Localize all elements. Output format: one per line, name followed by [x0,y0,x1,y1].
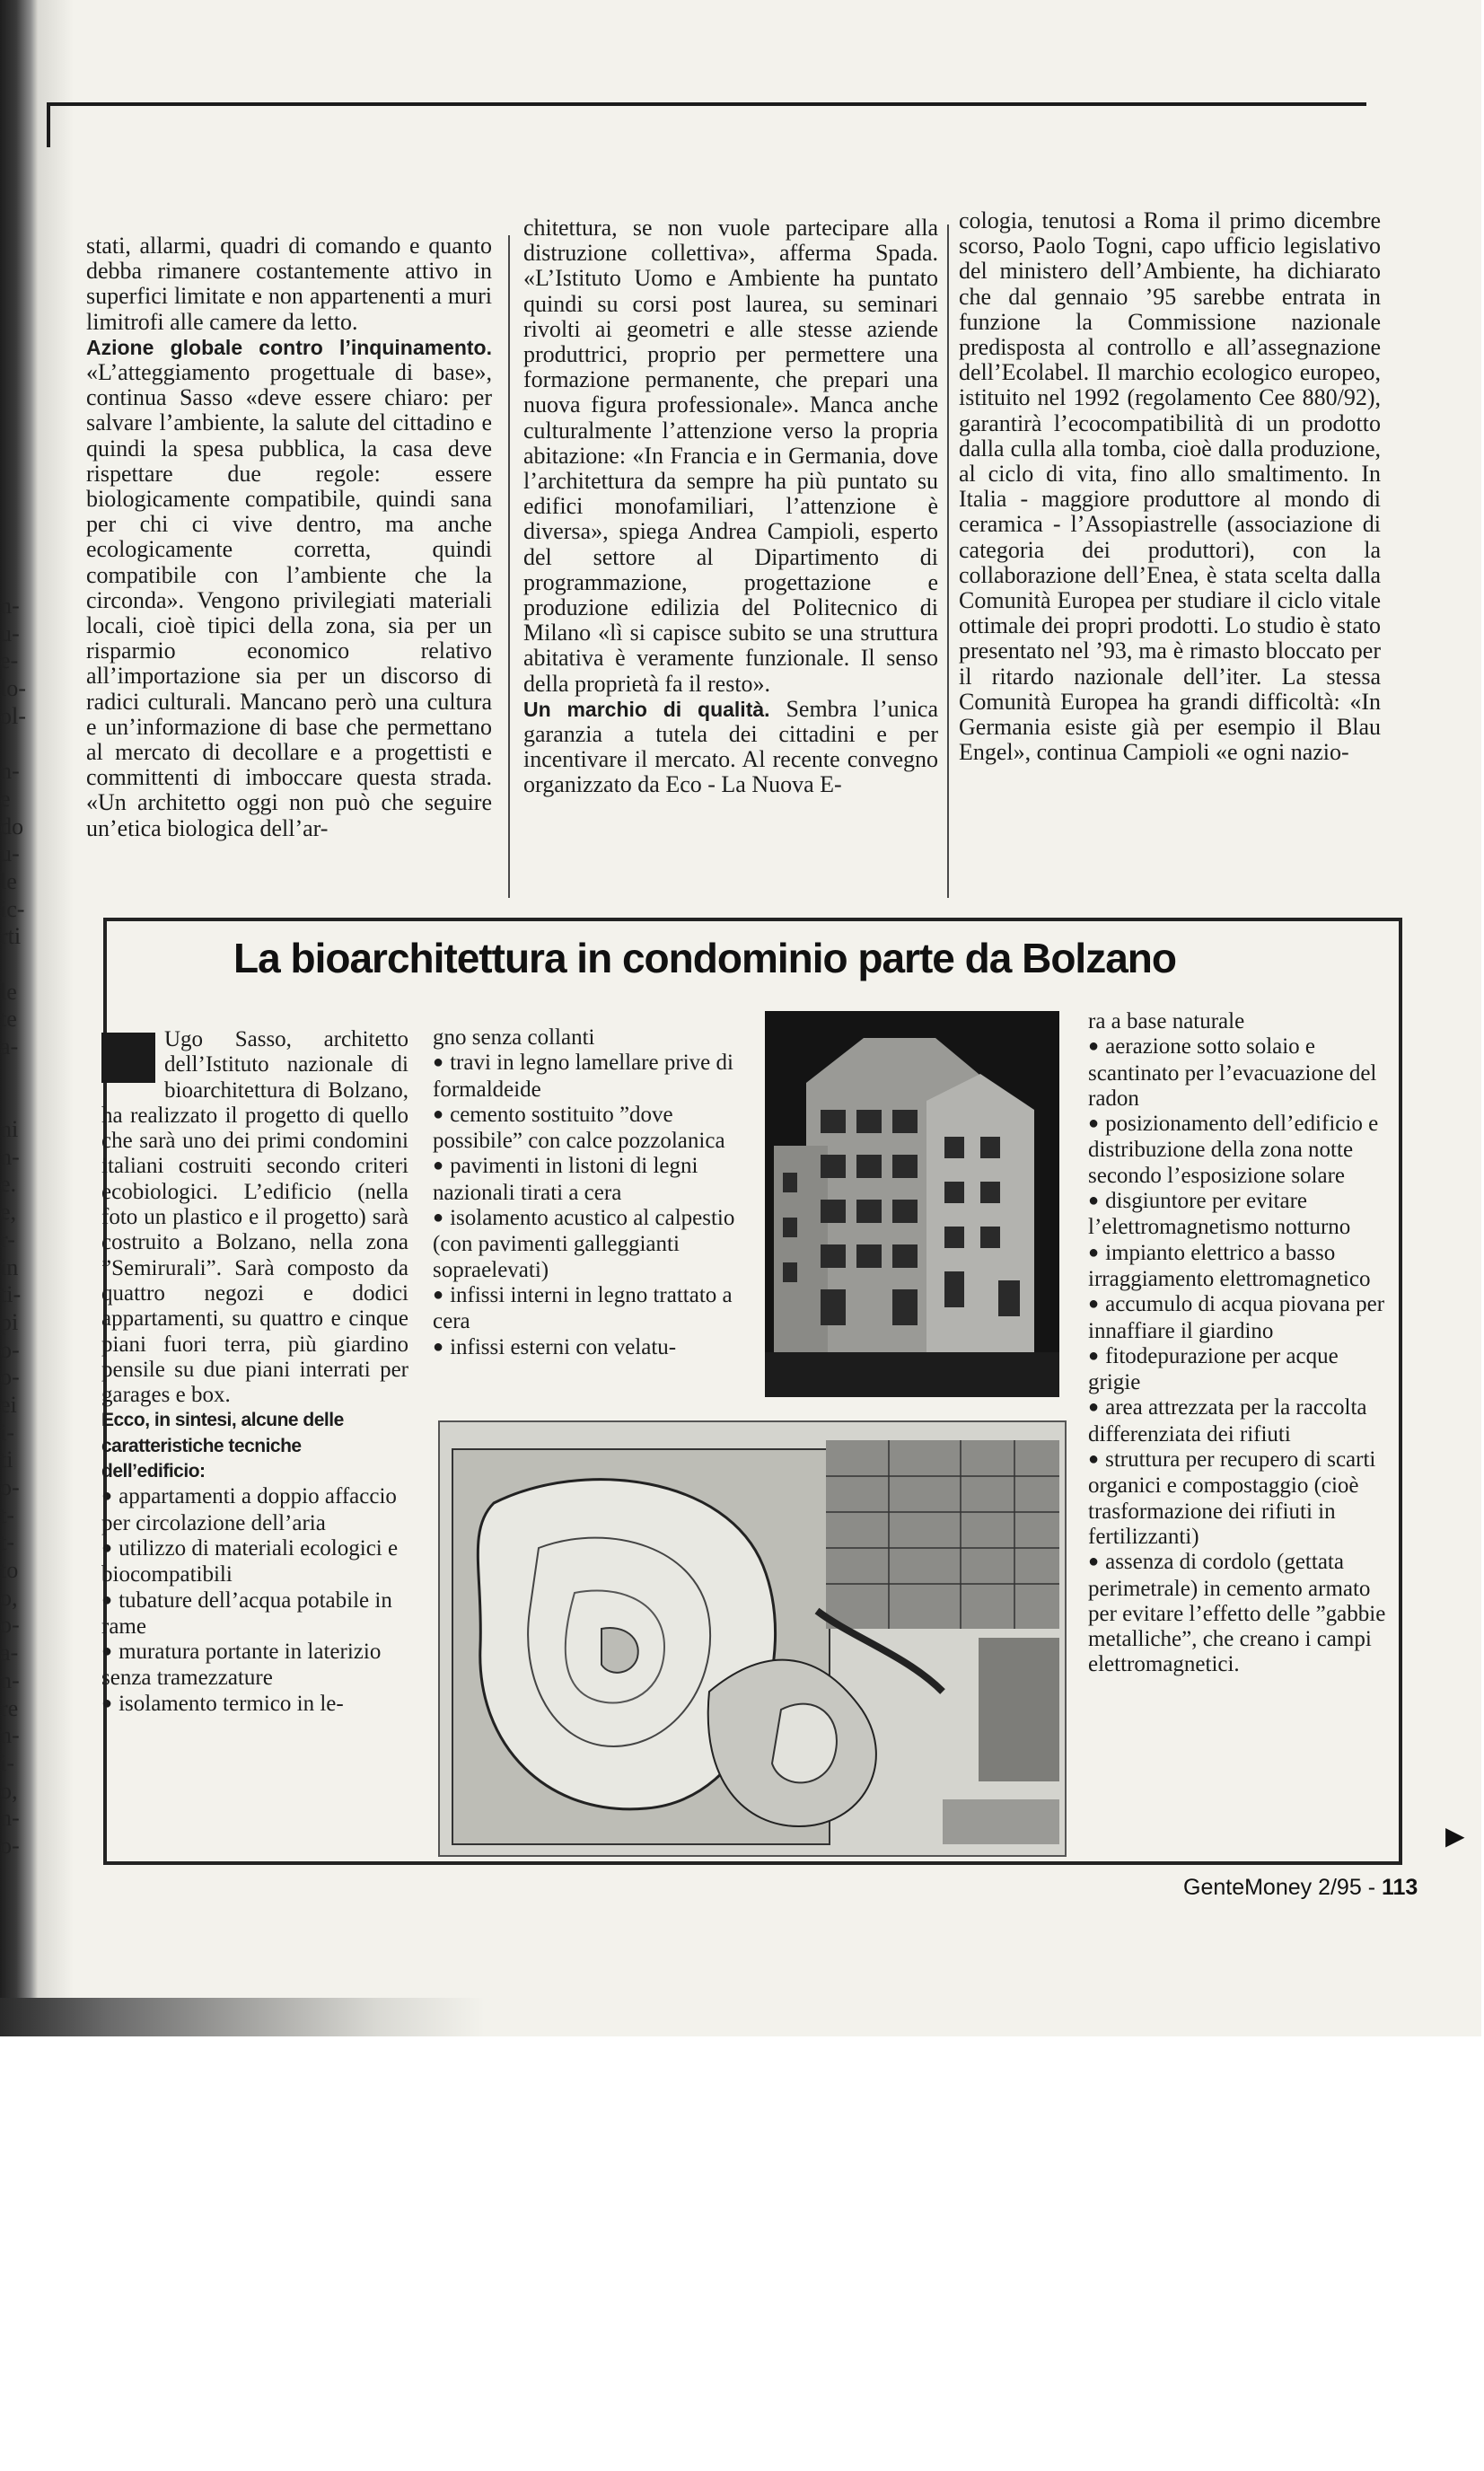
paragraph-text: «L’atteggiamento progettuale di base», continua Sasso «deve essere chiaro: per salvare l’ambiente, la salute del cittadino e quindi la spesa pubblica, la casa deve rispettare due regole: essere biologicamente compatibile, quindi sana per chi ci vive dentro, ma anche ecologicamente corretta, quindi compatibile con l’ambiente che la circonda». Vengono privilegiati materiali locali, cioè tipici della zona, sia per un risparmio economico relativo all’importazione sia per un discorso di radici culturali. Mancano però una cultura e un’informazione di base che permettano al mercato di decollare e a progettisti e committenti di imboccare questa strada. «Un architetto oggi non può che seguire un’etica biologica dell’ar- [86,359,492,841]
fragment-line: a- [0,1640,19,1666]
fragment-line: do [0,813,23,840]
sidebar-intro: Ugo Sasso, architetto dell’Istituto nazionale di bioarchitettura di Bolzano, ha realizzato il progetto di quello che sarà uno dei primi condomini italiani costruiti secondo criteri ecobiologici. L’edificio (nella foto un plastico e il progetto) sarà costruito a Bolzano, nella zona ”Semirurali”. Sarà composto da quattro negozi e dodici appartamenti, su quattro e cinque piani fuori terra, più giardino pensile su due piani interrati per garages e box. [101,1027,408,1408]
feature-item: ● infissi interni in legno trattato a cera [433,1283,738,1335]
paragraph-text: chitettura, se non vuole partecipare alla distruzione collettiva», afferma Spada. «L’Istituto Uomo e Ambiente ha puntato quindi su corsi post laurea, su seminari rivolti ai geometri e alle stesse aziende produttrici, proprio per permettere una formazione permanente, che prepari una nuova figura professionale». Manca anche culturalmente l’attenzione verso la propria abitazione: «In Francia e in Germania, dove l’architettura da sempre ha più puntato su edifici monofamiliari, l’attenzione è diversa», spiega Andrea Campioli, esperto del settore al Dipartimento di programmazione, progettazione e produzione edilizia del Politecnico di Milano «lì si capisce subito se una struttura abitativa è veramente funzionale. Il senso della proprietà fa il resto». [523,215,938,697]
column-divider [947,224,949,898]
fragment-line: n- [0,1805,20,1832]
fragment-line: ti- [0,1281,22,1308]
feature-item: ● pavimenti in listoni di legni nazionali tirati a cera [433,1154,738,1206]
paragraph-text: Sembra l’unica garanzia a tutela dei cittadini e per incentivare il mercato. Al recente convegno organizzato da Eco - La Nuova E- [523,695,938,798]
footer-separator: - [1361,1875,1382,1900]
feature-item: ● appartamenti a doppio affaccio per circolazione dell’aria [101,1484,408,1536]
fragment-line: ni [0,1116,19,1143]
fragment-line: n- [0,593,20,619]
fragment-line: e. [0,1171,17,1198]
feature-item: ● muratura portante in laterizio senza tramezzature [101,1640,408,1692]
feature-item: ● utilizzo di materiali ecologici e biocompatibili [101,1536,408,1588]
feature-item: ● posizionamento dell’edificio e distribuzione della zona notte secondo l’esposizione solare [1088,1112,1393,1189]
feature-item: ● cemento sostituito ”dove possibile” con calce pozzolanica [433,1103,738,1155]
features-list-3 [1088,1034,1393,1677]
fragment-line: t- [0,1529,14,1556]
features-list-1 [101,1484,408,1718]
sidebar-column-2 [433,1025,738,1361]
fragment-line: lo- [0,675,26,702]
feature-item: ● disgiuntore per evitare l’elettromagnetismo notturno [1088,1189,1393,1241]
feature-item: ● accumulo di acqua piovana per innaffiare il giardino [1088,1292,1393,1344]
top-rule-corner [47,102,50,147]
features-list-2 [433,1051,738,1361]
fragment-line: e [0,785,11,812]
site-plan-drawing [438,1420,1067,1857]
building-model-image [765,1011,1059,1397]
article-column-2 [523,215,938,798]
fragment-line [0,1088,45,1116]
fragment-line: te [0,1006,17,1033]
scan-smudge [0,1998,485,2036]
fragment-line: in [0,1253,19,1280]
fragment-line: o- [0,1612,20,1639]
fragment-line: o, [0,1777,18,1804]
fragment-line: n- [0,1143,20,1170]
fragment-line [0,1061,45,1089]
fragment-line: o- [0,1336,20,1363]
fragment-line: o- [0,1474,20,1500]
sidebar-features-heading: Ecco, in sintesi, alcune delle caratteristiche tecniche dell’edificio: [101,1410,344,1482]
fragment-line: e- [0,647,19,674]
fragment-line: t- [0,1501,14,1528]
continue-arrow-icon: ▶ [1445,1823,1465,1851]
building-model-photo [765,1011,1059,1397]
sidebar-title: La bioarchitettura in condominio parte da Bolzano [233,935,1176,981]
fragment-line: i- [0,1749,14,1776]
feature-item: ● assenza di cordolo (gettata perimetrale) in cemento armato per evitare l’effetto delle ”gabbie metalliche”, che creano i campi elettromagnetici. [1088,1550,1393,1677]
paragraph-text: cologia, tenutosi a Roma il primo dicembre scorso, Paolo Togni, capo ufficio legislativo del ministero dell’Ambiente, ha dichiarato che dal gennaio ’95 sarebbe entrata in funzione la Commissione nazionale predisposta al controllo e all’assegnazione dell’Ecolabel. Il marchio ecologico europeo, istituito nel 1992 (regolamento Cee 880/92), garantirà l’ecocompatibilità di un prodotto dalla culla alla tomba, cioè dalla produzione, al ciclo di vita, fino allo smaltimento. In Italia - maggiore produttore al mondo di ceramica - l’Assopiastrelle (associazione di categoria dei produttori), con la collaborazione dell’Enea, è stata scelta dalla Comunità Europea per studiare il ciclo vitale ottimale dei propri prodotti. Lo studio è stato presentato nel ’93, ma è rimasto bloccato per il ritardo nazionale dell’iter. La stessa Comunità Europea ha grandi difficoltà: «In Germania esiste già per esempio il Blau Engel», continua Campioli «e ogni nazio- [959,207,1381,766]
paragraph [86,335,492,841]
feature-item: ● area attrezzata per la raccolta differenziata dei rifiuti [1088,1395,1393,1447]
fragment-line: o- [0,1364,20,1391]
fragment-line: n- [0,1666,20,1693]
paragraph [959,208,1381,765]
feature-item: ● impianto elettrico a basso irraggiamento elettromagnetico [1088,1241,1393,1293]
article-column-3 [959,208,1381,765]
article-column-1 [86,233,492,841]
section-lead: Un marchio di qualità. [523,697,770,721]
fragment-line [0,951,45,979]
paragraph-text: stati, allarmi, quadri di comando e quanto debba rimanere costantemente attivo in superfici limitate e non appartenenti a muri limitrofi alle camere da letto. [86,233,492,335]
fragment-line: pi [0,1308,19,1335]
fragment-line [0,730,45,758]
fragment-line: o- [0,1832,20,1859]
page-number: 113 [1381,1875,1418,1900]
fragment-line: e, [0,1199,17,1226]
feature-item: ● isolamento acustico al calpestio (con pavimenti galleggianti sopraelevati) [433,1206,738,1283]
fragment-line: u- [0,840,20,867]
fragment-line: ti [0,1447,13,1473]
paragraph [523,697,938,798]
feature-item: ● fitodepurazione per acque grigie [1088,1344,1393,1396]
paragraph [86,233,492,335]
fragment-line: a- [0,1033,19,1060]
feature-item: ● aerazione sotto solaio e scantinato per l’evacuazione del radon [1088,1034,1393,1112]
drop-cap-block [101,1033,155,1083]
publication-name: GenteMoney 2/95 [1183,1875,1362,1900]
feature-item: ● struttura per recupero di scarti organici e compostaggio (cioè trasformazione dei rifiuti in fertilizzanti) [1088,1447,1393,1550]
fragment-line: rti [0,923,22,950]
feature-item: ● travi in legno lamellare prive di formaldeide [433,1051,738,1103]
feature-item: ● infissi esterni con velatu- [433,1335,738,1361]
fragment-line: u- [0,620,20,646]
feature-item: ● isolamento termico in le- [101,1692,408,1718]
fragment-line: le [0,978,17,1005]
paragraph [523,215,938,697]
fragment-line: i- [0,1419,14,1446]
sidebar-column-1 [101,1027,408,1718]
fragment-line: ol- [0,702,26,729]
list-continuation: ra a base naturale [1088,1009,1245,1033]
fragment-line: n- [0,1722,20,1749]
column-divider [508,235,510,898]
fragment-line: le [0,867,17,894]
fragment-line: o, [0,1584,18,1611]
section-lead: Azione globale contro l’inquinamento. [86,335,492,359]
list-continuation: gno senza collanti [433,1025,595,1050]
fragment-line: to [0,1557,19,1584]
fragment-line: re [0,1694,19,1721]
fragment-line: ic- [0,895,25,922]
feature-item: ● tubature dell’acqua potabile in rame [101,1588,408,1640]
top-rule [47,102,1366,106]
site-plan-image [440,1422,1065,1855]
fragment-line: r- [0,1226,15,1253]
sidebar-column-3 [1088,1009,1393,1678]
page-footer [1183,1875,1418,1901]
fragment-line: ei [0,1391,17,1418]
fragment-line: n- [0,758,20,785]
previous-page-fragments [0,593,45,1860]
